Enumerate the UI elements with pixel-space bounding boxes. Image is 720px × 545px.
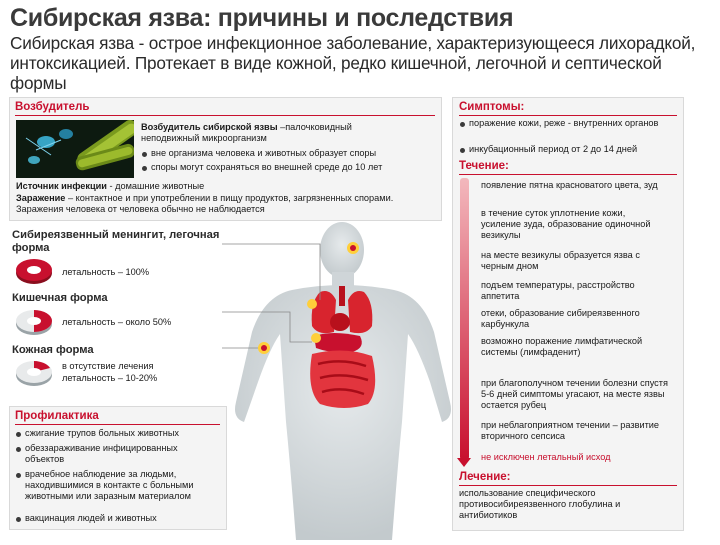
prevention-item-1: сжигание трупов больных животных <box>15 428 230 439</box>
course-progression-arrow <box>457 458 471 467</box>
form-intestinal-lethality: летальность – около 50% <box>62 317 172 327</box>
course-item-5: отеки, образование сибиреязвенного карбункула <box>481 308 640 329</box>
prevention-divider <box>15 424 220 425</box>
symptoms-header: Симптомы: <box>459 101 525 113</box>
form-meningitis-title: Сибиреязвенный менингит, легочная форма <box>12 229 220 254</box>
infection-source-label: Источник инфекции <box>16 181 107 191</box>
symptom-item-1: поражение кожи, реже - внутренних органов <box>459 118 684 129</box>
prevention-header: Профилактика <box>15 410 99 422</box>
course-item-7: при благополучном течении болезни спустя 5-6 дней симптомы угасают, на месте язвы остается рубец <box>481 378 668 410</box>
page-title: Сибирская язва: причины и последствия <box>10 4 514 32</box>
symptom-item-2: инкубационный период от 2 до 14 дней <box>459 144 687 155</box>
pathogen-divider <box>15 115 435 116</box>
pathogen-header: Возбудитель <box>15 101 90 113</box>
course-item-8: при неблагоприятном течении – развитие вторичного сепсиса <box>481 420 660 441</box>
prevention-item-3: врачебное наблюдение за людьми, находившимися в контакте с больными животными или заразным материалом <box>15 469 235 502</box>
form-skin-pie <box>15 358 53 388</box>
pathogen-description <box>141 122 406 144</box>
bacteria-image <box>16 120 134 178</box>
course-item-2: в течение суток уплотнение кожи, усиление зуда, образование одиночной везикулы <box>481 208 651 240</box>
pathogen-main-text: –палочковидный неподвижный микроорганизм <box>141 122 352 143</box>
course-item-4: подъем температуры, расстройство аппетита <box>481 280 635 301</box>
treatment-text: использование специфического противосибиреязвенного глобулина и антибиотиков <box>459 488 621 520</box>
treatment-header: Лечение: <box>459 471 511 483</box>
body-figure <box>222 222 464 540</box>
pathogen-bullet-2: споры могут сохраняться во внешней среде до 10 лет <box>141 162 441 173</box>
infection-route <box>16 193 436 215</box>
form-skin-title: Кожная форма <box>12 344 94 356</box>
form-intestinal-pie <box>15 307 53 337</box>
pathogen-card <box>9 97 442 221</box>
course-final: не исключен летальный исход <box>481 452 611 462</box>
form-meningitis-pie <box>15 257 53 285</box>
prevention-item-4: вакцинация людей и животных <box>15 513 230 524</box>
pathogen-bullet-1: вне организма человека и животных образует споры <box>141 148 441 159</box>
course-item-1: появление пятна красноватого цвета, зуд <box>481 180 658 190</box>
course-header: Течение: <box>459 160 509 172</box>
treatment-divider <box>459 485 677 486</box>
course-item-3: на месте везикулы образуется язва с черным дном <box>481 250 640 271</box>
intro-text: Сибирская язва - острое инфекционное заболевание, характеризующееся лихорадкой, интоксикацией. Протекает в виде кожной, редко кишечной, легочной и септической формы <box>10 33 696 93</box>
course-progression-bar <box>460 178 469 460</box>
prevention-item-2: обеззараживание инфицированных объектов <box>15 443 200 465</box>
course-divider <box>459 174 677 175</box>
infection-source-value: - домашние животные <box>106 181 205 191</box>
symptoms-divider <box>459 115 677 116</box>
form-meningitis-lethality: летальность – 100% <box>62 267 150 277</box>
form-skin-lethality: летальность – 10-20% <box>62 373 158 383</box>
pathogen-main-bold: Возбудитель сибирской язвы <box>141 122 278 132</box>
course-item-6: возможно поражение лимфатической системы (лимфаденит) <box>481 336 643 357</box>
infection-route-label: Заражение <box>16 193 66 203</box>
infection-route-text: – контактное и при употреблении в пищу продуктов, загрязненных спорами. Заражения человека от человека обычно не наблюдается <box>16 193 394 214</box>
form-intestinal-title: Кишечная форма <box>12 292 108 304</box>
symptoms-card <box>452 97 684 531</box>
infection-source <box>16 181 436 192</box>
prevention-card <box>9 406 227 530</box>
form-skin-lethality-note: в отсутствие лечения <box>62 361 154 371</box>
